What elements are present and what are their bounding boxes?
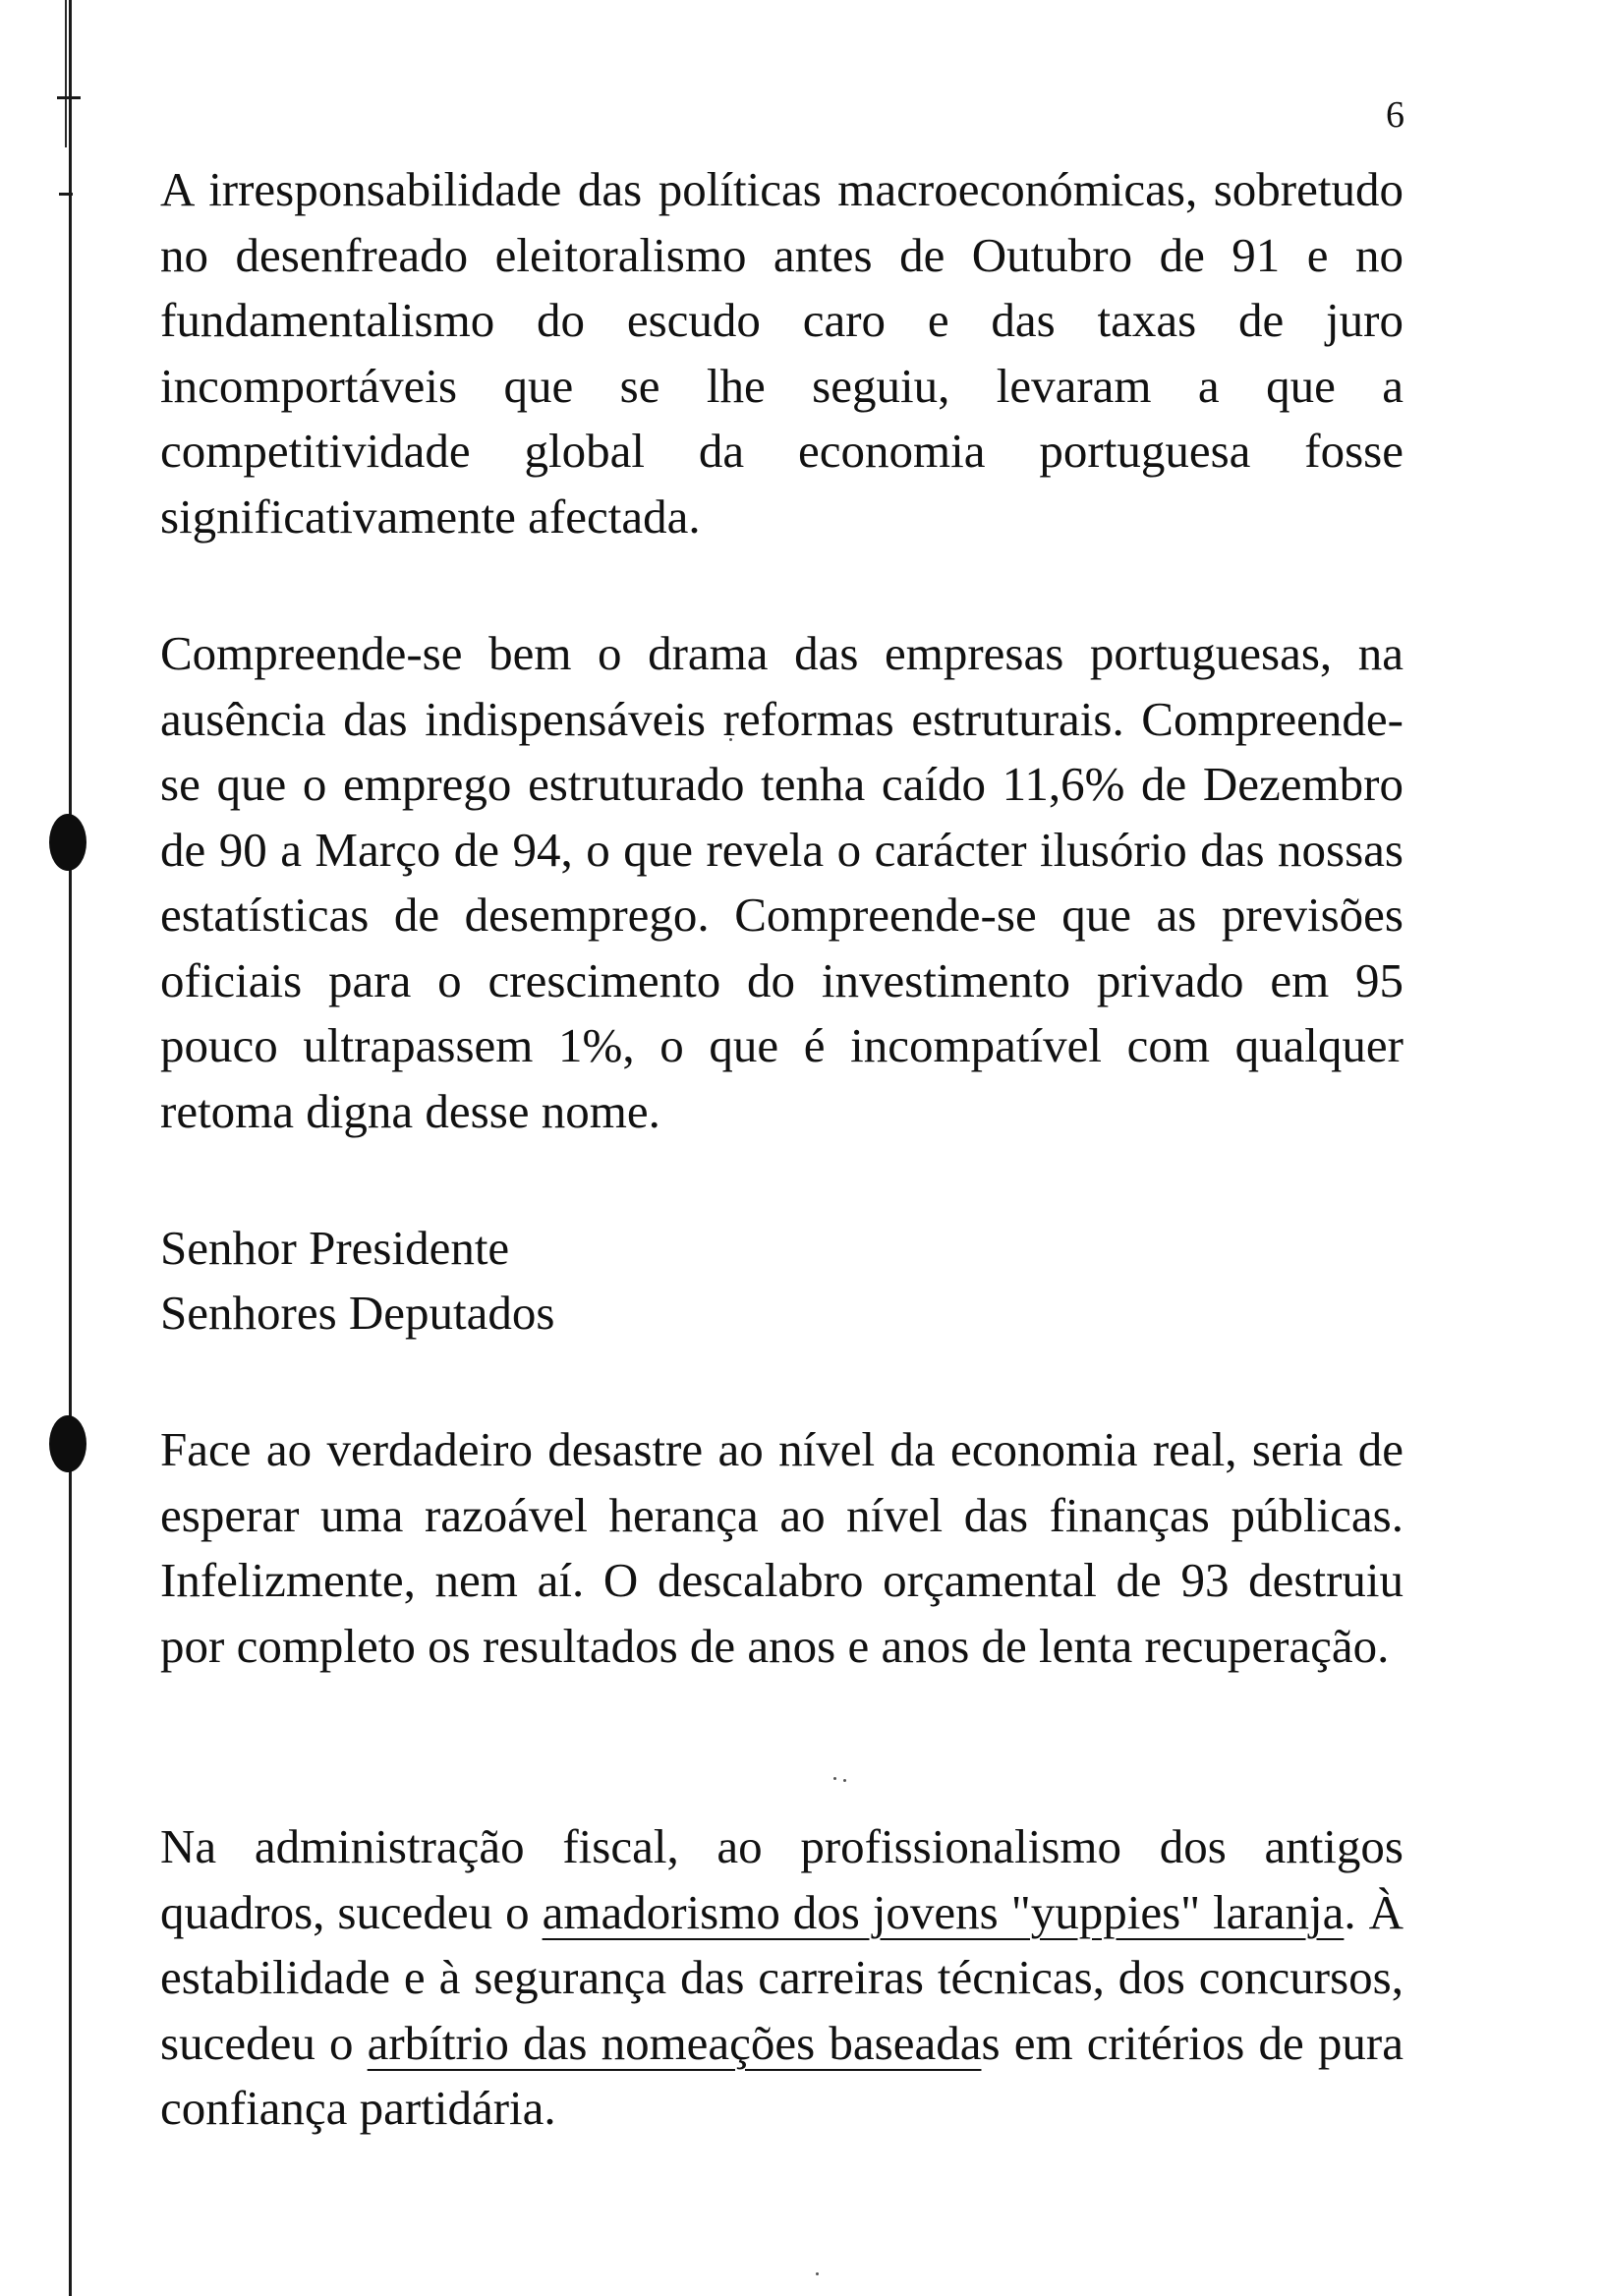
page-number: 6	[1386, 94, 1404, 136]
paragraph-companies-drama: Compreende-se bem o drama das empresas portuguesas, na ausência das indispensáveis reformas estruturais. Compreende-se que o emprego estruturado tenha caído 11,6% de Dezembro de 90 a Março de 94, o que revela o carácter ilusório das nossas estatísticas de desemprego. Compreende-se que as previsões oficiais para o crescimento do investimento privado em 95 pouco ultrapassem 1%, o que é incompatível com qualquer retoma digna desse nome.	[160, 626, 1404, 1138]
paragraph-macroeconomic-policies: A irresponsabilidade das políticas macroeconómicas, sobretudo no desenfreado eleitoralismo antes de Outubro de 91 e no fundamentalismo do escudo caro e das taxas de juro incomportáveis que se lhe seguiu, levaram a que a competitividade global da economia portuguesa fosse significativamente afectada.	[160, 162, 1404, 544]
scan-speck	[843, 1779, 846, 1782]
scan-speck	[816, 2272, 819, 2275]
paragraph-fiscal-administration	[160, 1814, 1404, 2142]
salutation-line-president: Senhor Presidente	[160, 1221, 510, 1275]
punch-hole	[49, 1415, 86, 1472]
salutation	[160, 1216, 1404, 1346]
binding-margin-line-secondary	[65, 0, 67, 147]
underlined-phrase-amateurism: amadorismo dos jovens "yuppies" laranja	[542, 1884, 1345, 1939]
paragraph-public-finances: Face ao verdadeiro desastre ao nível da economia real, seria de esperar uma razoável herança ao nível das finanças públicas. Infelizmente, nem aí. O descalabro orçamental de 93 destruiu por completo os resultados de anos e anos de lenta recuperação.	[160, 1422, 1404, 1673]
underlined-phrase-arbitrary-appointments: arbítrio das nomeações baseada	[367, 2015, 982, 2070]
salutation-line-deputies: Senhores Deputados	[160, 1286, 555, 1340]
binding-margin-line	[69, 0, 72, 2296]
scan-speck	[833, 1777, 836, 1780]
paragraph-text: s em critérios de pura confiança partidária.	[160, 2015, 1404, 2135]
margin-tick-mark	[57, 96, 81, 99]
margin-tick-mark	[59, 193, 73, 196]
paragraph-text: . À estabilidade e à segurança das carreiras técnicas, dos concursos, sucedeu o	[160, 1884, 1404, 2070]
paragraph-text: Na administração fiscal, ao profissionalismo dos antigos quadros, sucedeu o	[160, 1819, 1404, 1939]
punch-hole	[49, 814, 86, 871]
